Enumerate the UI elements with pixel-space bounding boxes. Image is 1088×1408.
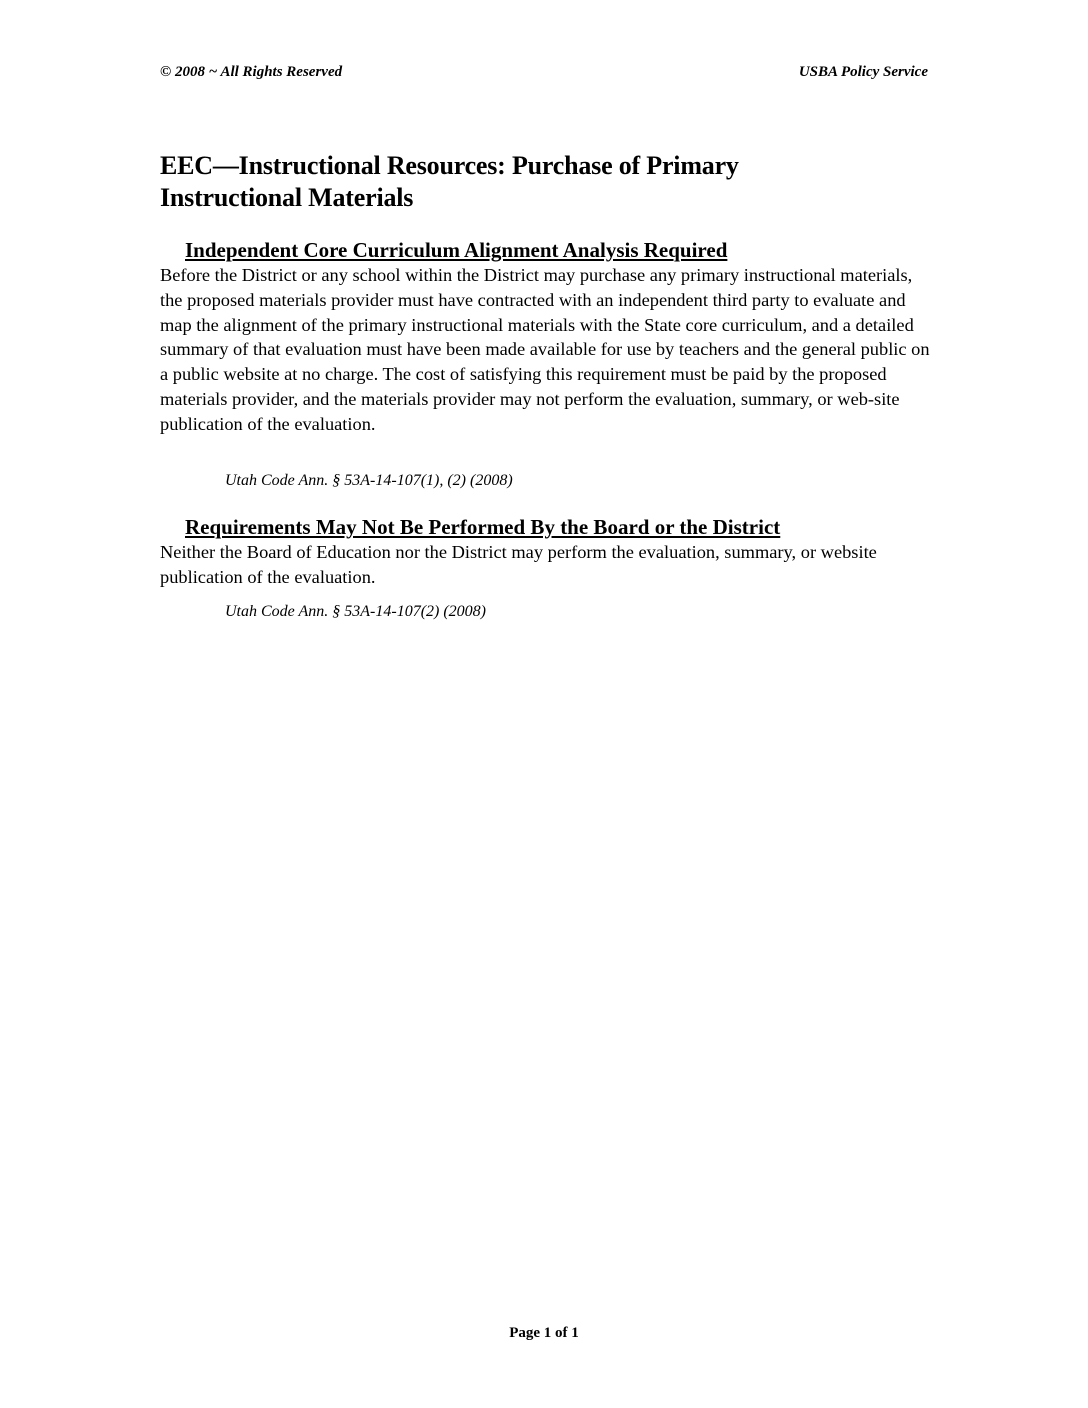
page-number: Page 1 of 1 — [509, 1325, 579, 1341]
citation-board-district: Utah Code Ann. § 53A-14-107(2) (2008) — [225, 603, 486, 620]
copyright-notice: © 2008 ~ All Rights Reserved — [160, 64, 343, 80]
citation-alignment-analysis: Utah Code Ann. § 53A-14-107(1), (2) (2008) — [225, 472, 513, 489]
section-heading-alignment-analysis: Independent Core Curriculum Alignment Analysis Required — [185, 238, 728, 262]
section-heading-board-district: Requirements May Not Be Performed By the Board or the District — [185, 515, 781, 539]
section-body-alignment-analysis: Before the District or any school within the District may purchase any primary instructional materials, the proposed materials provider must have contracted with an independent third party to evaluate and map the alignment of the primary instructional materials with the State core curriculum, and a detailed summary of that evaluation must have been made available for use by teachers and the general public on a public website at no charge. The cost of satisfying this requirement must be paid by the proposed materials provider, and the materials provider may not perform the evaluation, summary, or web-site publication of the evaluation. — [160, 265, 930, 434]
policy-title: EEC—Instructional Resources: Purchase of Primary Instructional Materials — [160, 151, 739, 212]
running-header — [160, 64, 928, 88]
publisher-name: USBA Policy Service — [798, 64, 928, 80]
section-body-board-district: Neither the Board of Education nor the District may perform the evaluation, summary, or website publication of the evaluation. — [160, 542, 877, 587]
